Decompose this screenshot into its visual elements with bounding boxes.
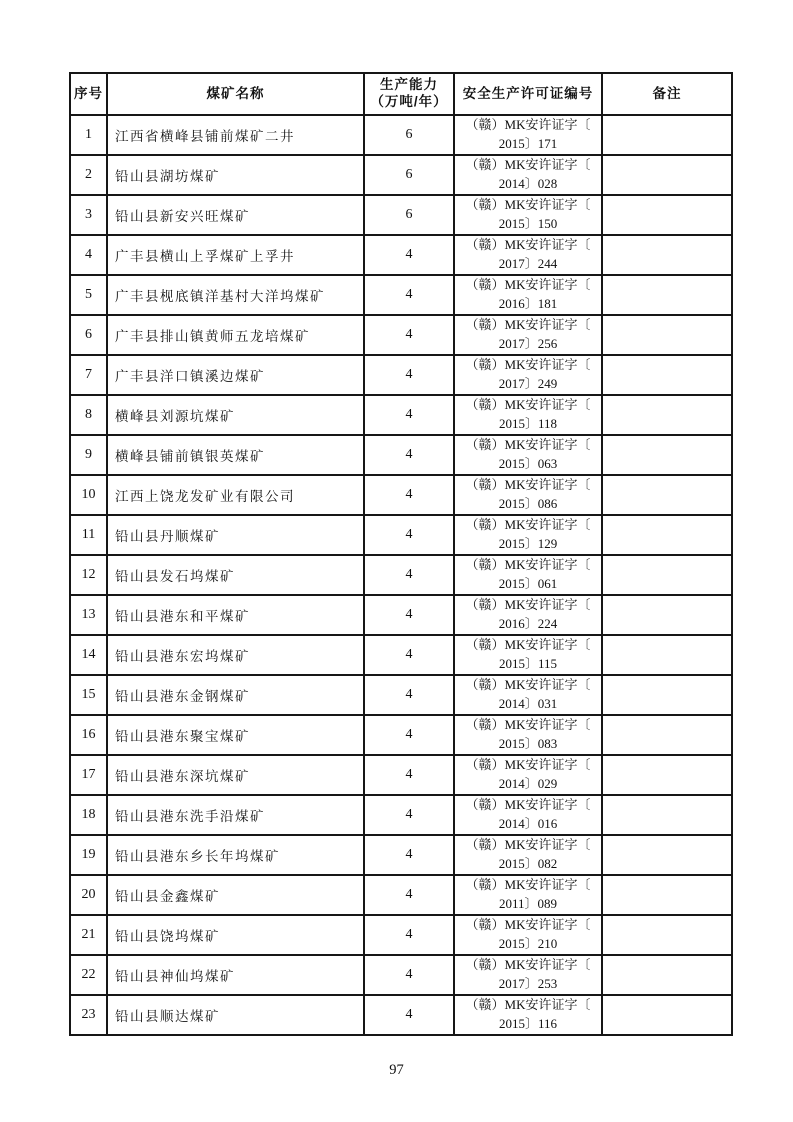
cell-capacity: 4 [364,795,454,835]
cell-license [454,515,602,555]
cell-remarks [602,155,732,195]
cell-index: 22 [70,955,107,995]
table-row [70,995,732,1035]
cell-index: 10 [70,475,107,515]
cell-index: 13 [70,595,107,635]
cell-license [454,675,602,715]
license-line2: 2014〕028 [498,176,558,191]
table-row [70,195,732,235]
cell-remarks [602,795,732,835]
cell-index: 2 [70,155,107,195]
license-line1: （赣）MK安许证字〔 [465,997,591,1013]
license-line1: （赣）MK安许证字〔 [465,877,591,893]
header-license: 安全生产许可证编号 [454,73,602,115]
cell-license [454,275,602,315]
cell-remarks [602,635,732,675]
table-row [70,155,732,195]
cell-remarks [602,595,732,635]
license-line1: （赣）MK安许证字〔 [465,797,591,813]
cell-remarks [602,755,732,795]
table-row [70,555,732,595]
license-line2: 2011〕089 [498,896,558,911]
license-line2: 2016〕224 [498,616,558,631]
cell-capacity: 4 [364,835,454,875]
cell-mine-name: 广丰县横山上孚煤矿上孚井 [107,235,364,275]
cell-mine-name: 铅山县港东洗手沿煤矿 [107,795,364,835]
cell-index: 17 [70,755,107,795]
cell-license [454,875,602,915]
cell-mine-name: 铅山县发石坞煤矿 [107,555,364,595]
cell-license [454,835,602,875]
cell-capacity: 4 [364,315,454,355]
license-line1: （赣）MK安许证字〔 [465,397,591,413]
coal-mine-table [69,72,733,1036]
cell-capacity: 4 [364,355,454,395]
license-line2: 2017〕253 [498,976,558,991]
cell-index: 15 [70,675,107,715]
cell-capacity: 4 [364,955,454,995]
cell-remarks [602,915,732,955]
cell-index: 20 [70,875,107,915]
cell-capacity: 4 [364,515,454,555]
cell-index: 16 [70,715,107,755]
license-line1: （赣）MK安许证字〔 [465,277,591,293]
cell-mine-name: 铅山县顺达煤矿 [107,995,364,1035]
cell-license [454,235,602,275]
cell-capacity: 4 [364,675,454,715]
license-line2: 2015〕150 [498,216,558,231]
cell-mine-name: 铅山县新安兴旺煤矿 [107,195,364,235]
cell-remarks [602,955,732,995]
cell-mine-name: 铅山县港东聚宝煤矿 [107,715,364,755]
cell-index: 5 [70,275,107,315]
table-row [70,275,732,315]
cell-index: 8 [70,395,107,435]
cell-mine-name: 横峰县刘源坑煤矿 [107,395,364,435]
cell-remarks [602,235,732,275]
cell-index: 1 [70,115,107,155]
cell-capacity: 4 [364,555,454,595]
cell-mine-name: 横峰县铺前镇银英煤矿 [107,435,364,475]
table-row [70,235,732,275]
cell-license [454,555,602,595]
cell-mine-name: 江西省横峰县铺前煤矿二井 [107,115,364,155]
cell-capacity: 4 [364,915,454,955]
header-capacity [364,73,454,115]
cell-index: 9 [70,435,107,475]
cell-mine-name: 铅山县神仙坞煤矿 [107,955,364,995]
cell-capacity: 4 [364,635,454,675]
cell-capacity: 4 [364,235,454,275]
table-row [70,595,732,635]
license-line2: 2015〕063 [498,456,558,471]
cell-license [454,435,602,475]
cell-index: 7 [70,355,107,395]
license-line2: 2015〕061 [498,576,558,591]
license-line1: （赣）MK安许证字〔 [465,197,591,213]
license-line1: （赣）MK安许证字〔 [465,477,591,493]
cell-capacity: 4 [364,755,454,795]
license-line2: 2016〕181 [498,296,558,311]
license-line2: 2017〕244 [498,256,558,271]
cell-mine-name: 铅山县港东深坑煤矿 [107,755,364,795]
header-remarks: 备注 [602,73,732,115]
table-row [70,115,732,155]
license-line2: 2014〕031 [498,696,558,711]
cell-license [454,755,602,795]
license-line2: 2017〕256 [498,336,558,351]
cell-license [454,995,602,1035]
cell-license [454,155,602,195]
license-line2: 2015〕115 [498,656,558,671]
license-line2: 2017〕249 [498,376,558,391]
cell-capacity: 6 [364,155,454,195]
cell-capacity: 4 [364,595,454,635]
cell-index: 12 [70,555,107,595]
cell-mine-name: 铅山县湖坊煤矿 [107,155,364,195]
header-index: 序号 [70,73,107,115]
cell-remarks [602,835,732,875]
cell-license [454,355,602,395]
table-row [70,475,732,515]
cell-mine-name: 广丰县枧底镇洋基村大洋坞煤矿 [107,275,364,315]
cell-mine-name: 广丰县排山镇黄师五龙培煤矿 [107,315,364,355]
cell-license [454,715,602,755]
table-row [70,915,732,955]
cell-mine-name: 铅山县港东金钢煤矿 [107,675,364,715]
cell-index: 23 [70,995,107,1035]
cell-capacity: 6 [364,195,454,235]
license-line1: （赣）MK安许证字〔 [465,957,591,973]
cell-mine-name: 铅山县金鑫煤矿 [107,875,364,915]
cell-index: 19 [70,835,107,875]
license-line1: （赣）MK安许证字〔 [465,597,591,613]
license-line1: （赣）MK安许证字〔 [465,437,591,453]
license-line1: （赣）MK安许证字〔 [465,317,591,333]
table-row [70,315,732,355]
license-line1: （赣）MK安许证字〔 [465,237,591,253]
cell-remarks [602,275,732,315]
cell-index: 11 [70,515,107,555]
cell-index: 21 [70,915,107,955]
cell-remarks [602,995,732,1035]
cell-remarks [602,875,732,915]
table-row [70,395,732,435]
license-line1: （赣）MK安许证字〔 [465,357,591,373]
table-row [70,955,732,995]
table-row [70,835,732,875]
table-row [70,795,732,835]
cell-capacity: 6 [364,115,454,155]
cell-index: 18 [70,795,107,835]
cell-remarks [602,515,732,555]
table-row [70,675,732,715]
cell-mine-name: 江西上饶龙发矿业有限公司 [107,475,364,515]
cell-remarks [602,435,732,475]
cell-mine-name: 铅山县港东乡长年坞煤矿 [107,835,364,875]
license-line2: 2015〕083 [498,736,558,751]
cell-license [454,915,602,955]
cell-remarks [602,315,732,355]
cell-capacity: 4 [364,875,454,915]
cell-capacity: 4 [364,715,454,755]
license-line1: （赣）MK安许证字〔 [465,557,591,573]
table-row [70,515,732,555]
cell-license [454,395,602,435]
license-line2: 2015〕086 [498,496,558,511]
cell-capacity: 4 [364,435,454,475]
table-row [70,435,732,475]
table-body [70,115,732,1035]
cell-license [454,115,602,155]
cell-capacity: 4 [364,395,454,435]
license-line1: （赣）MK安许证字〔 [465,117,591,133]
license-line2: 2015〕082 [498,856,558,871]
header-capacity-line1: 生产能力 [380,77,438,93]
table-row [70,355,732,395]
license-line1: （赣）MK安许证字〔 [465,157,591,173]
header-mine-name: 煤矿名称 [107,73,364,115]
cell-license [454,955,602,995]
table-row [70,715,732,755]
cell-remarks [602,555,732,595]
cell-capacity: 4 [364,475,454,515]
cell-remarks [602,675,732,715]
cell-license [454,595,602,635]
license-line1: （赣）MK安许证字〔 [465,677,591,693]
cell-remarks [602,715,732,755]
cell-capacity: 4 [364,995,454,1035]
license-line1: （赣）MK安许证字〔 [465,917,591,933]
cell-remarks [602,475,732,515]
cell-mine-name: 广丰县洋口镇溪边煤矿 [107,355,364,395]
cell-remarks [602,355,732,395]
license-line2: 2014〕029 [498,776,558,791]
cell-license [454,315,602,355]
cell-capacity: 4 [364,275,454,315]
license-line2: 2015〕171 [498,136,558,151]
header-capacity-line2: （万吨/年） [370,94,448,109]
license-line2: 2015〕118 [498,416,558,431]
cell-license [454,475,602,515]
table-row [70,875,732,915]
license-line1: （赣）MK安许证字〔 [465,637,591,653]
cell-mine-name: 铅山县丹顺煤矿 [107,515,364,555]
cell-mine-name: 铅山县港东和平煤矿 [107,595,364,635]
table-header-row [70,73,732,115]
license-line1: （赣）MK安许证字〔 [465,717,591,733]
license-line1: （赣）MK安许证字〔 [465,837,591,853]
cell-license [454,795,602,835]
page-number: 97 [389,1062,404,1078]
license-line2: 2015〕129 [498,536,558,551]
cell-remarks [602,195,732,235]
license-line2: 2015〕210 [498,936,558,951]
license-line1: （赣）MK安许证字〔 [465,757,591,773]
license-line2: 2014〕016 [498,816,558,831]
license-line2: 2015〕116 [498,1016,558,1031]
cell-remarks [602,115,732,155]
cell-license [454,635,602,675]
cell-index: 14 [70,635,107,675]
cell-mine-name: 铅山县饶坞煤矿 [107,915,364,955]
cell-index: 4 [70,235,107,275]
cell-license [454,195,602,235]
table-row [70,755,732,795]
cell-remarks [602,395,732,435]
license-line1: （赣）MK安许证字〔 [465,517,591,533]
table-row [70,635,732,675]
cell-index: 6 [70,315,107,355]
cell-mine-name: 铅山县港东宏坞煤矿 [107,635,364,675]
cell-index: 3 [70,195,107,235]
